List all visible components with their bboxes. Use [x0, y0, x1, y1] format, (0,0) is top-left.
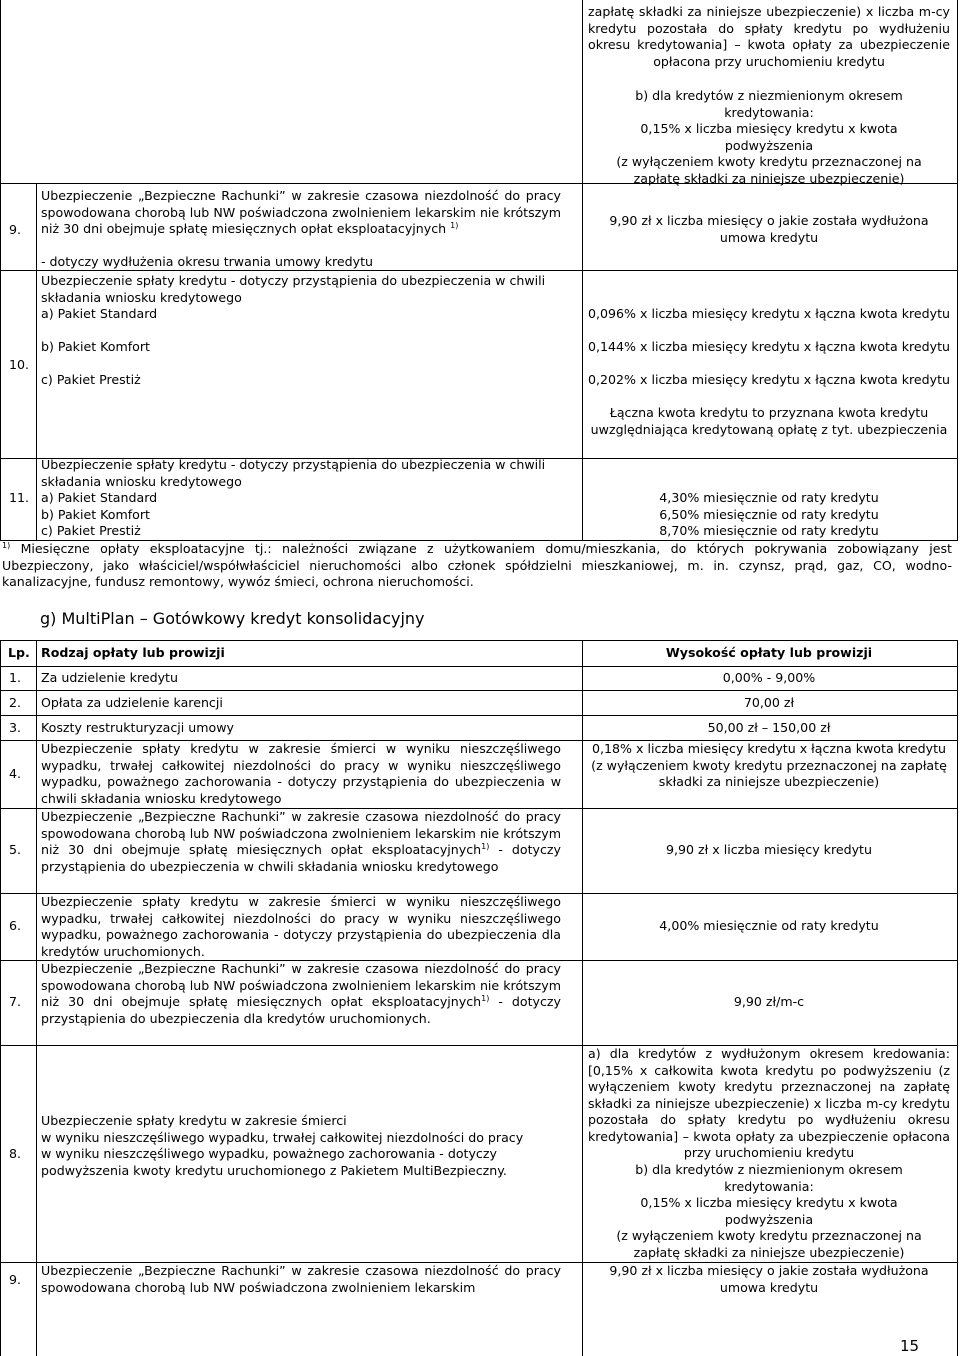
row-number: 1.	[9, 670, 22, 685]
desc-line: w wyniku nieszczęśliwego wypadku, poważnego zachorowania - dotyczy	[41, 1146, 497, 1161]
row-fee: 9,90 zł x liczba miesięcy kredytu	[666, 842, 872, 857]
fee-prestiz: 0,202% x liczba miesięcy kredytu x łączna kwota kredytu	[588, 372, 950, 387]
fee-line: podwyższenia	[724, 137, 814, 153]
desc-line: Ubezpieczenie spłaty kredytu w zakresie śmierci	[41, 1113, 347, 1128]
row-description: Ubezpieczenie „Bezpieczne Rachunki” w zakresie czasowa niezdolność do pracy spowodowana chorobą lub NW poświadczona zwolnieniem lekarskim nie krótszym niż 30 dni obejmuje spłatę miesięcznych opłat eksploatacyjnych$^{1)}$ - dotyczy przystąpienia do ubezpieczenia w chwili składania wniosku kredytowego	[41, 809, 561, 874]
fee-line: kredytowania:	[724, 1178, 814, 1194]
fee-komfort: 6,50% miesięcznie od raty kredytu	[659, 507, 879, 522]
package-prestiz: c) Pakiet Prestiż	[41, 523, 141, 538]
row-number: 2.	[9, 695, 22, 710]
row-description: Ubezpieczenie „Bezpieczne Rachunki” w zakresie czasowa niezdolność do pracy spowodowana chorobą lub NW poświadczona zwolnieniem lekarskim nie krótszym niż 30 dni obejmuje spłatę miesięcznych opłat eksploatacyjnych$^{1)}$ - dotyczy przystąpienia do ubezpieczenia dla kredytów uruchomionych.	[41, 961, 561, 1026]
desc-line: podwyższenia kwoty kredytu uruchomionego z Pakietem MultiBezpieczny.	[41, 1162, 507, 1178]
fee-standard: 0,096% x liczba miesięcy kredytu x łączna kwota kredytu	[588, 306, 950, 321]
page-number: 15	[900, 1337, 920, 1355]
row-description	[41, 1113, 576, 1179]
package-komfort: b) Pakiet Komfort	[41, 339, 150, 354]
row-fee: 9,90 zł x liczba miesięcy o jakie została wydłużona umowa kredytu	[609, 213, 929, 245]
table-row-line	[0, 715, 958, 716]
table-border-right	[957, 640, 958, 1356]
fee-line: zapłatę składki za niniejsze ubezpieczenie)	[633, 1244, 905, 1260]
footnote	[2, 541, 952, 591]
top-table-col-divider-1	[36, 183, 37, 540]
fee-continuation: zapłatę składki za niniejsze ubezpieczenie) x liczba m-cy kredytu pozostała do spłaty kredytu po wydłużeniu okresu kredytowania] – kwota opłaty za ubezpieczenie opłacona przy uruchomieniu kredytu	[588, 4, 950, 69]
fee-note: Łączna kwota kredytu to przyznana kwota kredytu uwzględniająca kredytowaną opłatę z tyt. ubezpieczenia	[590, 405, 948, 437]
row-fee: 0,18% x liczba miesięcy kredytu x łączna kwota kredytu (z wyłączeniem kwoty kredytu przeznaczonej na zapłatę składki za niniejsze ubezpieczenie)	[591, 741, 947, 789]
row-fee-b	[588, 1162, 950, 1261]
row-fee: 4,00% miesięcznie od raty kredytu	[659, 918, 879, 933]
fee-komfort: 0,144% x liczba miesięcy kredytu x łączna kwota kredytu	[588, 339, 950, 354]
fee-line: 0,15% x liczba miesięcy kredytu x kwota	[640, 1195, 898, 1210]
row-number: 4.	[9, 766, 22, 781]
header-lp: Lp.	[8, 645, 30, 660]
table-col-divider-1	[36, 640, 37, 1356]
footnote-text: Miesięczne opłaty eksploatacyjne tj.: należności związane z użytkowaniem domu/mieszkania, do których pokrywania zobowiązany jest Ubezpieczony, jako właściciel/współwłaściciel nieruchomości albo członek spółdzielni mieszkaniowej, m. in. czynsz, prąd, gaz, CO, wodno-kanalizacyjne, fundusz remontowy, wywóz śmieci, ochrona nieruchomości.	[2, 541, 952, 589]
row-fee: 50,00 zł – 150,00 zł	[707, 720, 831, 735]
row-fee: 0,00% - 9,00%	[722, 670, 816, 685]
table-row-line	[0, 666, 958, 667]
table-row-line	[0, 690, 958, 691]
row-description: Opłata za udzielenie karencji	[41, 695, 223, 710]
fee-line: podwyższenia	[724, 1211, 814, 1227]
row-number: 10.	[9, 357, 30, 372]
fee-line: kredytowania:	[724, 104, 814, 120]
package-komfort: b) Pakiet Komfort	[41, 507, 150, 522]
header-amount: Wysokość opłaty lub prowizji	[665, 645, 873, 660]
row-description: Ubezpieczenie „Bezpieczne Rachunki” w zakresie czasowa niezdolność do pracy spowodowana chorobą lub NW poświadczona zwolnieniem lekarskim nie krótszym niż 30 dni obejmuje spłatę miesięcznych opłat eksploatacyjnych $^{1)}$	[41, 188, 561, 236]
row-fee-a: a) dla kredytów z wydłużonym okresem kredowania: [0,15% x całkowita kwota kredytu po podwyższeniu (z wyłączeniem kwoty kredytu przeznaczonej na zapłatę składki za niniejsze ubezpieczenie) x liczba m-cy kredytu pozostała do spłaty kredytu po wydłużeniu okresu kredytowania] – kwota opłaty za ubezpieczenie opłacona przy uruchomieniu kredytu	[588, 1046, 950, 1160]
row-description: Ubezpieczenie „Bezpieczne Rachunki” w zakresie czasowa niezdolność do pracy spowodowana chorobą lub NW poświadczona zwolnieniem lekarskim	[41, 1263, 561, 1295]
package-standard: a) Pakiet Standard	[41, 306, 158, 321]
row-description: Ubezpieczenie spłaty kredytu w zakresie śmierci w wyniku nieszczęśliwego wypadku, trwałej całkowitej niezdolności do pracy w wyniku nieszczęśliwego wypadku, poważnego zachorowania - dotyczy przystąpienia do ubezpieczenia dla kredytów uruchomionych.	[41, 894, 561, 959]
row-number: 3.	[9, 720, 22, 735]
package-standard: a) Pakiet Standard	[41, 490, 158, 505]
row-number: 9.	[9, 1272, 22, 1287]
fee-continuation-b	[588, 88, 950, 187]
desc-line: w wyniku nieszczęśliwego wypadku, trwałej całkowitej niezdolności do pracy	[41, 1129, 524, 1145]
row-description: Ubezpieczenie spłaty kredytu w zakresie śmierci w wyniku nieszczęśliwego wypadku, trwałej całkowitej niezdolności do pracy w wyniku nieszczęśliwego wypadku, poważnego zachorowania - dotyczy przystąpienia do ubezpieczenia w chwili składania wniosku kredytowego	[41, 741, 561, 806]
row-number: 11.	[9, 490, 30, 505]
row-fee: 70,00 zł	[743, 695, 795, 710]
footnote-marker: 1)	[2, 541, 11, 550]
fee-line: (z wyłączeniem kwoty kredytu przeznaczonej na	[616, 1228, 922, 1243]
row-number: 7.	[9, 994, 22, 1009]
row-description-b: - dotyczy wydłużenia okresu trwania umowy kredytu	[41, 254, 374, 269]
package-prestiz: c) Pakiet Prestiż	[41, 372, 141, 387]
row-number: 8.	[9, 1146, 22, 1161]
table-row-line	[0, 640, 958, 641]
section-title: g) MultiPlan – Gotówkowy kredyt konsolidacyjny	[40, 609, 425, 628]
row-number: 9.	[9, 222, 22, 237]
fee-line: 0,15% x liczba miesięcy kredytu x kwota	[640, 121, 898, 136]
row-number: 6.	[9, 918, 22, 933]
fee-line: zapłatę składki za niniejsze ubezpieczenie)	[633, 170, 905, 186]
table-col-divider-2	[582, 640, 583, 1356]
row-description: Za udzielenie kredytu	[41, 670, 178, 685]
row-number: 5.	[9, 842, 22, 857]
fee-standard: 4,30% miesięcznie od raty kredytu	[659, 490, 879, 505]
fee-prestiz: 8,70% miesięcznie od raty kredytu	[659, 523, 879, 538]
row-description: Ubezpieczenie spłaty kredytu - dotyczy przystąpienia do ubezpieczenia w chwili składania wniosku kredytowego	[41, 457, 546, 489]
fee-line: b) dla kredytów z niezmienionym okresem	[635, 1162, 903, 1177]
table-border-left	[0, 640, 1, 1356]
row-fee: 9,90 zł/m-c	[733, 994, 805, 1009]
row-description: Koszty restrukturyzacji umowy	[41, 720, 235, 735]
fee-line: (z wyłączeniem kwoty kredytu przeznaczonej na	[616, 154, 922, 169]
fee-line: b) dla kredytów z niezmienionym okresem	[635, 88, 903, 103]
row-description: Ubezpieczenie spłaty kredytu - dotyczy przystąpienia do ubezpieczenia w chwili składania wniosku kredytowego	[41, 273, 546, 305]
header-type: Rodzaj opłaty lub prowizji	[41, 645, 225, 660]
row-fee: 9,90 zł x liczba miesięcy o jakie została wydłużona umowa kredytu	[609, 1263, 929, 1295]
